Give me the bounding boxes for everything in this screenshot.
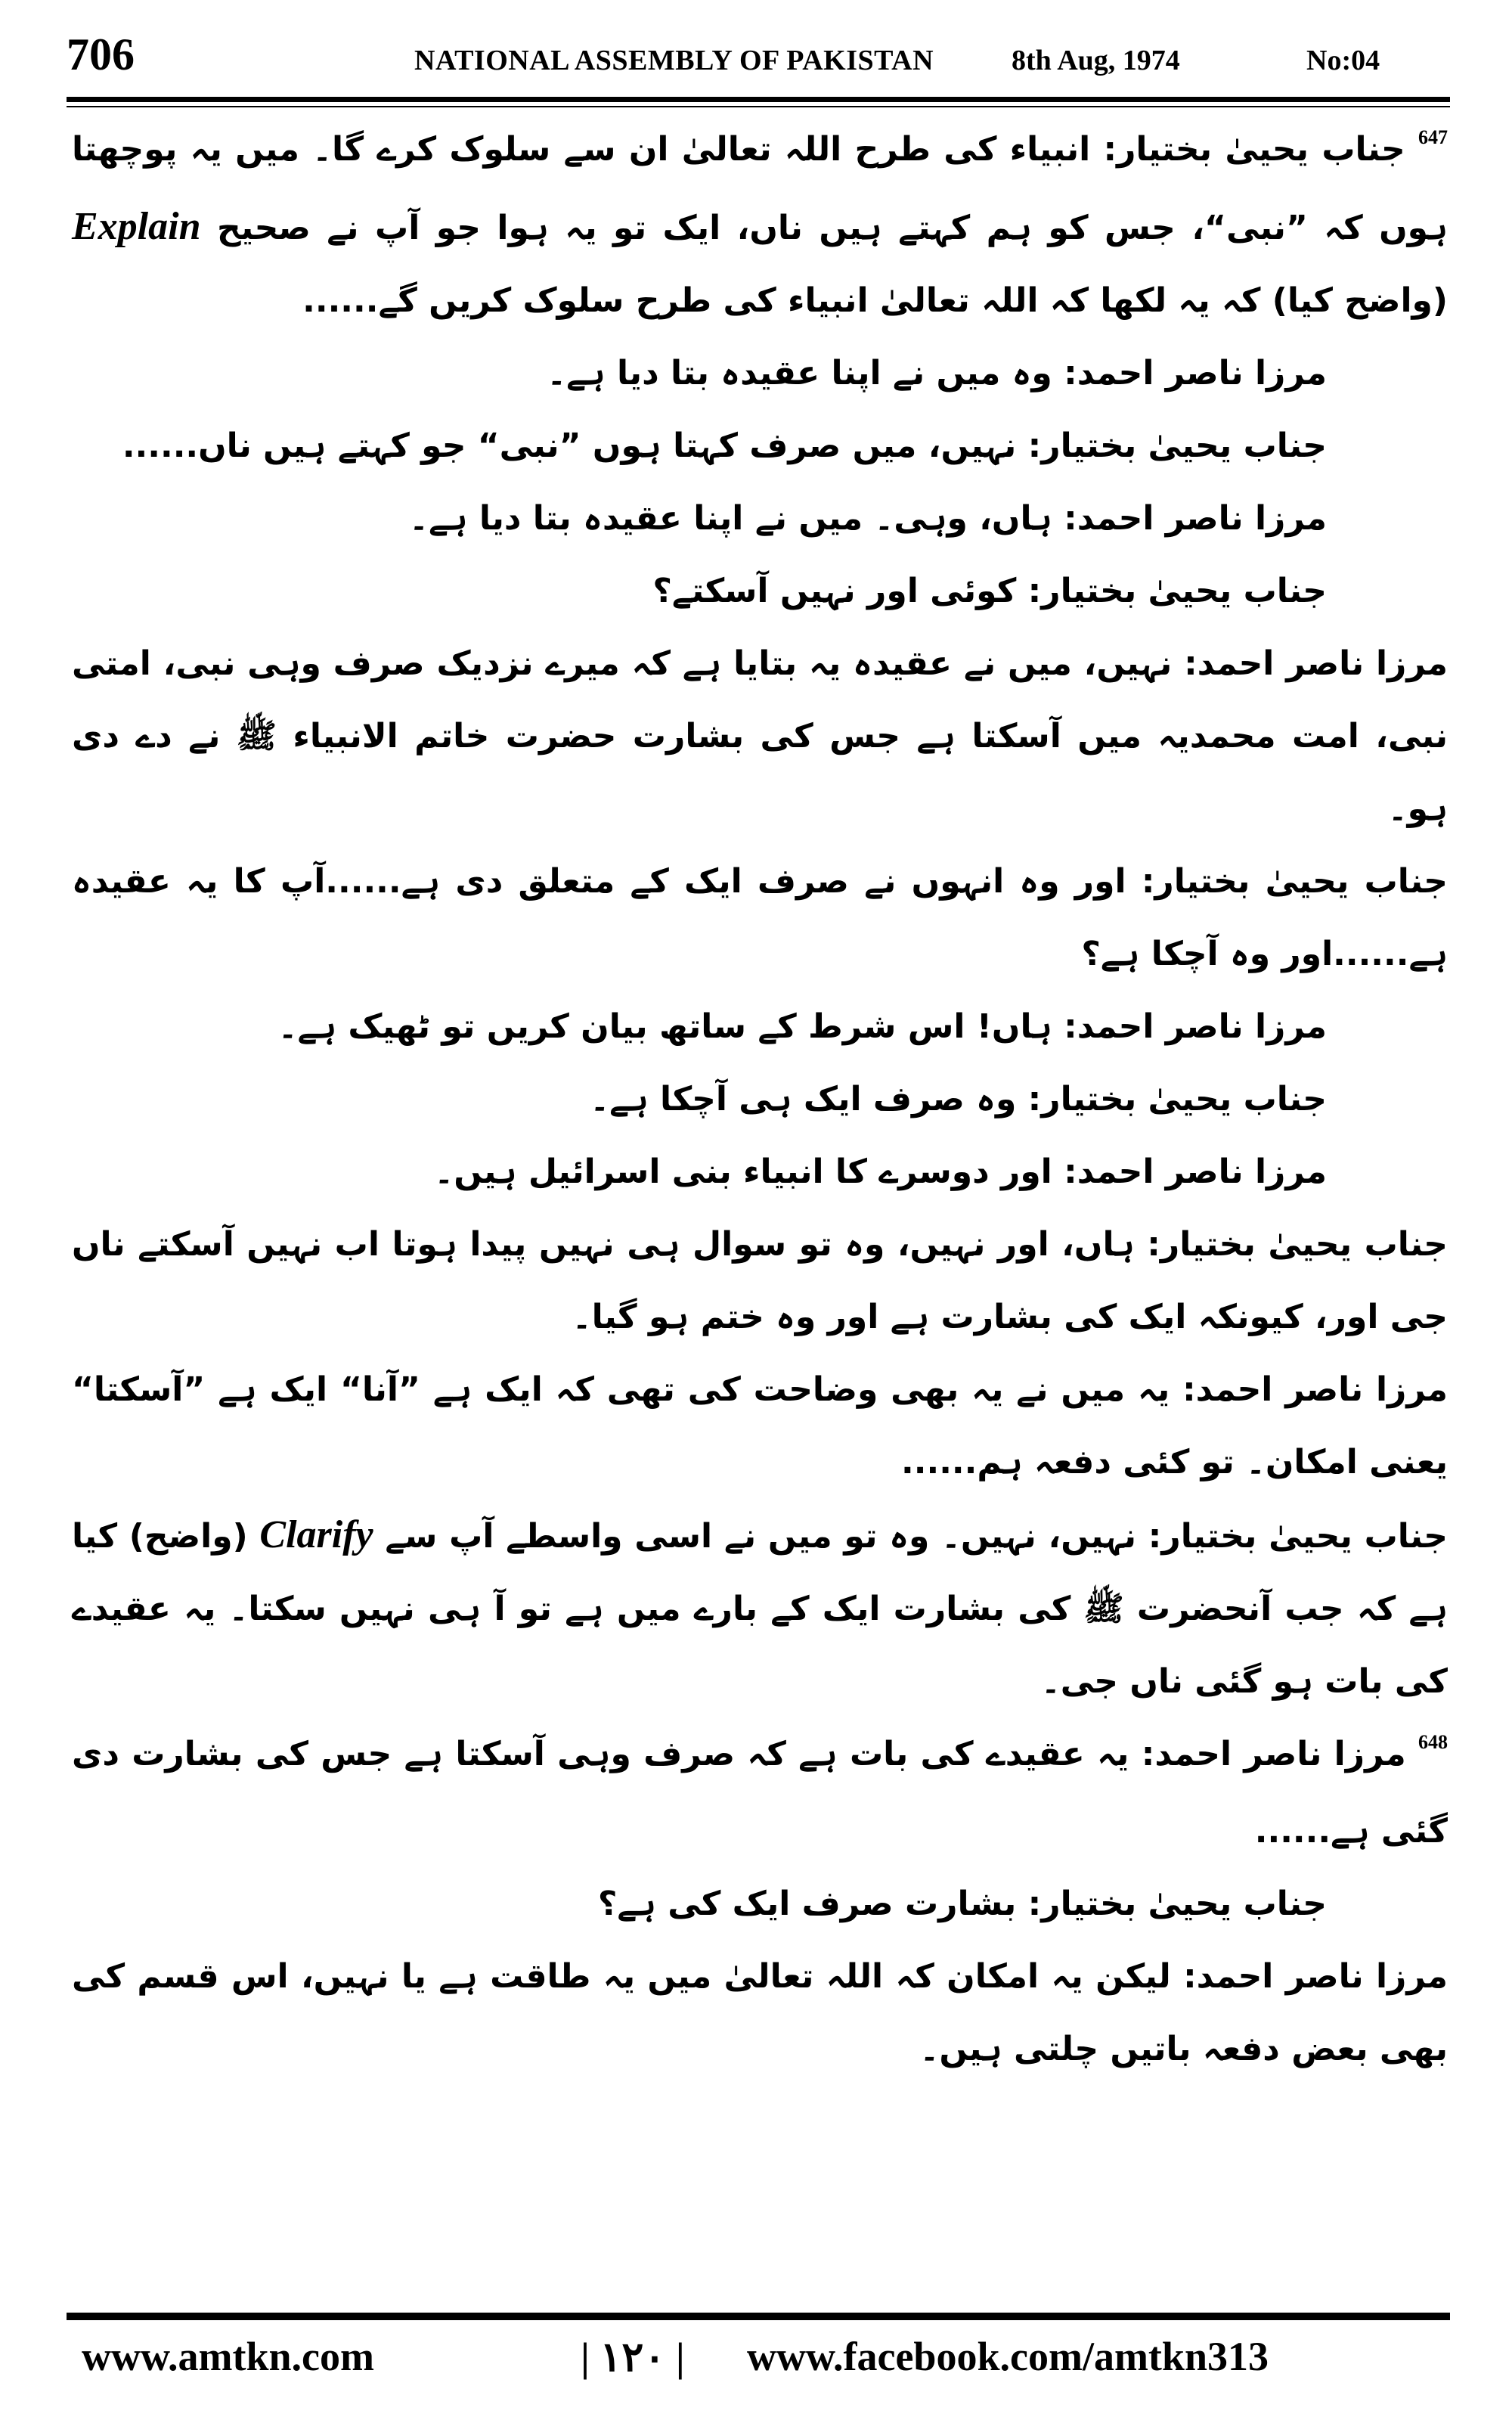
speaker-label: مرزا ناصر احمد: [1141,1735,1406,1773]
speaker-label: جناب یحییٰ بختیار: [1027,427,1327,465]
facebook-link[interactable]: www.facebook.com/amtkn313 [747,2334,1269,2379]
speaker-label: جناب یحییٰ بختیار: [1103,130,1405,169]
speech-text: ہاں! اس شرط کے ساتھ بیان کریں تو ٹھیک ہے۔ [277,1007,1052,1046]
speaker-label: جناب یحییٰ بختیار: [1148,1517,1448,1556]
transcript-paragraph [72,1354,1448,1499]
speech-text: کوئی اور نہیں آسکتے؟ [652,572,1017,610]
transcript-body [72,113,1448,2284]
transcript-paragraph [72,1868,1448,1941]
page-marker: 648 [1418,1731,1448,1753]
speech-text: ہاں، اور نہیں، وہ تو سوال ہی نہیں پیدا ہوتا اب نہیں آسکتے ناں جی اور، کیونکہ ایک کی بشارت ہے اور وہ ختم ہو گیا۔ [72,1225,1448,1336]
transcript-paragraph [72,845,1448,991]
transcript-paragraph [72,1941,1448,2086]
speech-text: نہیں، نہیں۔ وہ تو میں نے اسی واسطے آپ سے [385,1517,1137,1556]
speaker-label: جناب یحییٰ بختیار: [1141,862,1448,901]
english-term: Clarify [259,1513,373,1556]
transcript-paragraph [72,555,1448,628]
speech-text: بشارت صرف ایک کی ہے؟ [597,1885,1017,1923]
speech-text: ہاں، وہی۔ میں نے اپنا عقیدہ بتا دیا ہے۔ [409,499,1052,538]
page-marker: 647 [1418,126,1448,148]
speaker-label: مرزا ناصر احمد: [1064,499,1327,538]
transcript-paragraph [72,1718,1448,1868]
speaker-label: مرزا ناصر احمد: [1064,354,1327,392]
transcript-paragraph [72,991,1448,1063]
transcript-paragraph [72,1499,1448,1718]
transcript-paragraph [72,482,1448,555]
page-number: 706 [67,29,135,79]
transcript-paragraph [72,1063,1448,1136]
speech-text-continued: (واضح کیا) کہ یہ لکھا کہ اللہ تعالیٰ انبیاء کی طرح سلوک کریں گے...... [302,281,1448,320]
transcript-paragraph [72,1208,1448,1354]
transcript-paragraph [72,113,1448,337]
speech-text: انبیاء کی طرح اللہ تعالیٰ ان سے سلوک کرے گا۔ میں یہ پوچھتا ہوں کہ ”نبی“، جس کو ہم کہتے ہیں ناں، ایک تو یہ ہوا جو آپ نے صحیح [72,130,1448,247]
speaker-label: جناب یحییٰ بختیار: [1027,1080,1327,1118]
speaker-label: مرزا ناصر احمد: [1182,1370,1448,1409]
speech-text: لیکن یہ امکان کہ اللہ تعالیٰ میں یہ طاقت ہے یا نہیں، اس قسم کی بھی بعض دفعہ باتیں چلتی ہیں۔ [72,1957,1448,2068]
speech-text: اور وہ انہوں نے صرف ایک کے متعلق دی ہے......آپ کا یہ عقیدہ ہے......اور وہ آچکا ہے؟ [72,862,1448,973]
header-rule-thin [67,106,1450,107]
session-date: 8th Aug, 1974 [1012,45,1180,76]
header-rule [67,97,1450,102]
page-footer [67,2333,1450,2394]
speech-text: وہ میں نے اپنا عقیدہ بتا دیا ہے۔ [547,354,1052,392]
page-header [67,29,1450,89]
speaker-label: جناب یحییٰ بختیار: [1027,572,1327,610]
speech-text: یہ میں نے یہ بھی وضاحت کی تھی کہ ایک ہے ”آنا“ ایک ہے ”آسکتا“ یعنی امکان۔ تو کئی دفعہ ہم...... [72,1370,1448,1481]
book-page-number: | ۱۲۰ | [581,2335,685,2380]
speech-text: وہ صرف ایک ہی آچکا ہے۔ [590,1080,1017,1118]
speaker-label: مرزا ناصر احمد: [1184,644,1448,683]
transcript-paragraph [72,337,1448,410]
english-term: Explain [72,205,201,248]
footer-rule [67,2313,1450,2320]
speech-text: یہ عقیدے کی بات ہے کہ صرف وہی آسکتا ہے جس کی بشارت دی گئی ہے...... [72,1735,1448,1851]
website-link[interactable]: www.amtkn.com [82,2334,374,2379]
speaker-label: مرزا ناصر احمد: [1064,1007,1327,1046]
speech-text-continued: (واضح) کیا ہے کہ جب آنحضرت ﷺ کی بشارت ایک کے بارے میں ہے تو آ ہی نہیں سکتا۔ یہ عقیدے کی بات ہو گئی ناں جی۔ [72,1517,1448,1701]
speaker-label: جناب یحییٰ بختیار: [1147,1225,1448,1264]
issue-number: No:04 [1306,45,1380,76]
speech-text: نہیں، میں نے عقیدہ یہ بتایا ہے کہ میرے نزدیک صرف وہی نبی، امتی نبی، امت محمدیہ میں آسکتا ہے جس کی بشارت حضرت خاتم الانبیاء ﷺ نے دے دی ہو۔ [72,644,1448,828]
transcript-paragraph [72,628,1448,845]
speaker-label: مرزا ناصر احمد: [1183,1957,1448,1996]
publication-title: NATIONAL ASSEMBLY OF PAKISTAN [414,45,934,76]
speech-text: اور دوسرے کا انبیاء بنی اسرائیل ہیں۔ [434,1153,1052,1191]
speaker-label: مرزا ناصر احمد: [1064,1153,1327,1191]
speaker-label: جناب یحییٰ بختیار: [1027,1885,1327,1923]
transcript-paragraph [72,410,1448,482]
speech-text: نہیں، میں صرف کہتا ہوں ”نبی“ جو کہتے ہیں ناں...... [122,427,1017,465]
transcript-paragraph [72,1136,1448,1208]
